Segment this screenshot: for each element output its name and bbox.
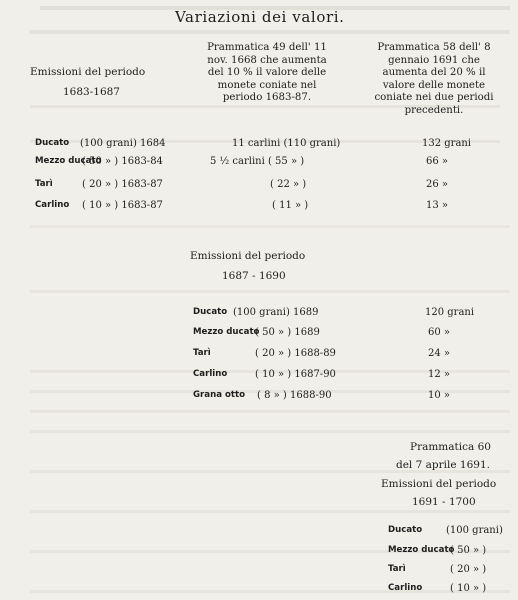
table-row xyxy=(0,390,518,404)
table-row xyxy=(0,369,518,383)
coin-name: Grana otto xyxy=(193,390,246,400)
coin-name: Carlino xyxy=(388,583,423,593)
coin-value-1691: 13 » xyxy=(426,200,449,211)
coin-name: Carlino xyxy=(35,200,70,210)
coin-value-1688: ( 11 » ) xyxy=(272,200,309,211)
coin-name: Tarì xyxy=(193,348,211,358)
coin-value-1691: 26 » xyxy=(426,179,449,190)
coin-value-1688: 11 carlini (110 grani) xyxy=(232,138,341,149)
table-row xyxy=(0,179,518,193)
coin-value: ( 10 » ) xyxy=(450,583,487,594)
table-row xyxy=(0,348,518,362)
coin-value: ( 8 » ) 1688-90 xyxy=(257,390,332,401)
coin-name: Mezzo ducato xyxy=(193,327,260,337)
coin-name: Mezzo ducato xyxy=(388,545,455,555)
table-row xyxy=(0,307,518,321)
coin-value: ( 20 » ) 1688-89 xyxy=(255,348,336,359)
table-row xyxy=(0,583,518,597)
coin-value-1691: 10 » xyxy=(428,390,451,401)
coin-name: Carlino xyxy=(193,369,228,379)
section1-col3-heading: Prammatica 58 dell' 8 gennaio 1691 che aumenta del 20 % il valore delle monete coniate nei due periodi precedenti. xyxy=(374,42,494,116)
coin-value-1691: 120 grani xyxy=(425,307,475,318)
table-row xyxy=(0,525,518,539)
coin-value: ( 10 » ) 1687-90 xyxy=(255,369,336,380)
table-row xyxy=(0,138,518,152)
coin-value-1688: 5 ½ carlini ( 55 » ) xyxy=(210,156,305,167)
section3-date: del 7 aprile 1691. xyxy=(396,459,490,471)
section3-prammatica: Prammatica 60 xyxy=(410,441,491,453)
coin-name: Mezzo ducato xyxy=(35,156,102,166)
section1-heading: Emissioni del periodo xyxy=(30,66,146,78)
coin-value-1691: 24 » xyxy=(428,348,451,359)
coin-value: ( 10 » ) 1683-87 xyxy=(82,200,163,211)
section3-period: 1691 - 1700 xyxy=(412,496,476,508)
coin-value-1691: 60 » xyxy=(428,327,451,338)
coin-value-1691: 66 » xyxy=(426,156,449,167)
coin-value-1691: 12 » xyxy=(428,369,451,380)
coin-value: ( 20 » ) xyxy=(450,564,487,575)
coin-name: Tarì xyxy=(388,564,406,574)
coin-value: ( 50 » ) xyxy=(450,545,487,556)
coin-value: (100 grani) 1684 xyxy=(80,138,166,149)
coin-value: (100 grani) 1689 xyxy=(233,307,319,318)
section3-heading: Emissioni del periodo xyxy=(381,478,497,490)
page-title: Variazioni dei valori. xyxy=(175,8,345,26)
table-row xyxy=(0,156,518,170)
coin-value: ( 20 » ) 1683-87 xyxy=(82,179,163,190)
coin-name: Ducato xyxy=(35,138,70,148)
coin-value: (100 grani) xyxy=(446,525,503,536)
coin-name: Ducato xyxy=(388,525,423,535)
section2-heading: Emissioni del periodo xyxy=(190,250,306,262)
section1-col2-heading: Prammatica 49 dell' 11 nov. 1668 che aumenta del 10 % il valore delle monete coniate nel periodo 1683-87. xyxy=(207,42,327,103)
table-row xyxy=(0,200,518,214)
section1-period: 1683-1687 xyxy=(63,86,120,98)
coin-value-1691: 132 grani xyxy=(422,138,472,149)
section2-period: 1687 - 1690 xyxy=(222,270,286,282)
table-row xyxy=(0,545,518,559)
coin-value: ( 50 » ) 1689 xyxy=(255,327,320,338)
table-row xyxy=(0,327,518,341)
coin-name: Ducato xyxy=(193,307,228,317)
table-row xyxy=(0,564,518,578)
coin-name: Tarì xyxy=(35,179,53,189)
coin-value: ( 50 » ) 1683-84 xyxy=(82,156,163,167)
coin-value-1688: ( 22 » ) xyxy=(270,179,307,190)
